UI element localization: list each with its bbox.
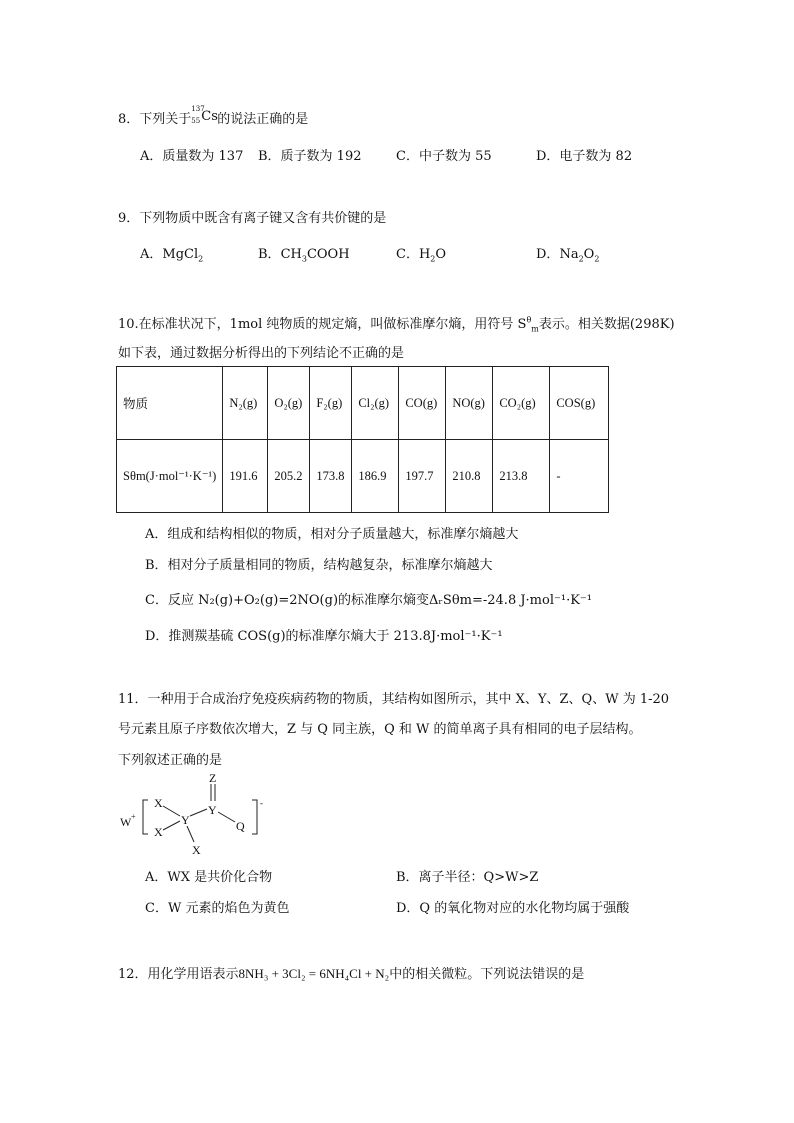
q12-stem: 12．用化学用语表示8NH₃ + 3Cl₂ = 6NH₄Cl + N₂中的相关微粒。下列说法错误的是 — [118, 966, 585, 982]
q9-option-b: B．$CH_3COOH$ — [258, 247, 350, 264]
q10-option-c: C．反应 N₂(g)+O₂(g)=2NO(g)的标准摩尔熵变ΔᵣSθm=-24.8 J·mol⁻¹·K⁻¹ — [145, 593, 592, 608]
entropy-table — [116, 366, 609, 513]
table-cell: - — [550, 440, 609, 513]
table-col-header: COS(g) — [550, 367, 609, 440]
q10-stem-line2: 如下表，通过数据分析得出的下列结论不正确的是 — [118, 346, 405, 361]
table-header-label: 物质 — [117, 367, 223, 440]
q9-stem: 9．下列物质中既含有离子键又含有共价键的是 — [118, 211, 387, 226]
q11-option-d: D．Q 的氧化物对应的水化物均属于强酸 — [396, 901, 630, 916]
q11-stem-line3: 下列叙述正确的是 — [118, 753, 223, 768]
bond-y-y — [190, 809, 207, 816]
table-col-header: N₂(g) — [223, 367, 268, 440]
q10-option-b: B．相对分子质量相同的物质，结构越复杂，标准摩尔熵越大 — [145, 558, 493, 573]
label-minus: - — [260, 798, 263, 808]
q9-option-a: A．MgCl$_2$ — [140, 247, 204, 264]
bond-x-y — [163, 806, 180, 816]
bond-x-y — [163, 821, 180, 830]
cs-nuclide-symbol: 137 55 Cs — [191, 105, 218, 125]
bond-y-q — [218, 812, 235, 822]
table-cell: 173.8 — [310, 440, 352, 513]
table-col-header: CO(g) — [399, 367, 446, 440]
label-y-right: Y — [208, 803, 217, 817]
q11-stem-line1: 11．一种用于合成治疗免疫疾病药物的物质，其结构如图所示，其中 X、Y、Z、Q、W 为 1-20 — [118, 692, 670, 707]
q10-option-d: D．推测羰基硫 COS(g)的标准摩尔熵大于 213.8J·mol⁻¹·K⁻¹ — [145, 629, 503, 644]
q10-stem-line1: 10.在标准状况下，1mol 纯物质的规定熵，叫做标准摩尔熵，用符号 $S^\theta_m$表示。相关数据(298K) — [118, 315, 675, 334]
table-row-label: Sθm(J·mol⁻¹·K⁻¹) — [117, 440, 223, 513]
q11-stem-line2: 号元素且原子序数依次增大，Z 与 Q 同主族，Q 和 W 的简单离子具有相同的电子层结构。 — [118, 722, 642, 737]
right-bracket — [252, 800, 257, 834]
q9-option-d: D．$Na_2O_2$ — [536, 247, 600, 264]
table-col-header: F₂(g) — [310, 367, 352, 440]
label-x-top: X — [154, 796, 163, 810]
q9-option-c: C．$H_2O$ — [396, 247, 447, 264]
table-cell: 210.8 — [446, 440, 493, 513]
label-x-bottom: X — [192, 843, 201, 857]
table-cell: 186.9 — [352, 440, 399, 513]
q8-option-b: B．质子数为 192 — [258, 149, 362, 164]
q8-option-c: C．中子数为 55 — [396, 149, 492, 164]
table-cell: 205.2 — [268, 440, 310, 513]
q11-option-c: C．W 元素的焰色为黄色 — [145, 901, 290, 916]
label-y-left: Y — [181, 813, 190, 827]
label-z: Z — [209, 771, 217, 785]
label-w: W — [120, 815, 132, 829]
reaction-equation: 8NH₃ + 3Cl₂ = 6NH₄Cl + N₂ — [238, 966, 390, 981]
left-bracket — [143, 800, 148, 834]
bond-y-x — [187, 826, 194, 842]
label-q: Q — [236, 819, 245, 833]
table-col-header: NO(g) — [446, 367, 493, 440]
table-col-header: O₂(g) — [268, 367, 310, 440]
label-x-left: X — [154, 825, 163, 839]
q11-option-a: A．WX 是共价化合物 — [145, 870, 273, 885]
table-row — [117, 440, 609, 513]
table-cell: 191.6 — [223, 440, 268, 513]
table-cell: 197.7 — [399, 440, 446, 513]
table-header-row — [117, 367, 609, 440]
q8-option-d: D．电子数为 82 — [536, 149, 633, 164]
q8-stem: 8．下列关于 137 55 Cs 的说法正确的是 — [118, 105, 309, 127]
table-col-header: Cl₂(g) — [352, 367, 399, 440]
q11-option-b: B．离子半径：Q>W>Z — [396, 870, 539, 885]
table-col-header: CO₂(g) — [493, 367, 550, 440]
q8-option-a: A．质量数为 137 — [140, 149, 244, 164]
table-cell: 213.8 — [493, 440, 550, 513]
label-w-plus: + — [131, 812, 136, 821]
molecular-structure-diagram — [112, 768, 282, 858]
q10-option-a: A．组成和结构相似的物质，相对分子质量越大，标准摩尔熵越大 — [145, 527, 519, 542]
